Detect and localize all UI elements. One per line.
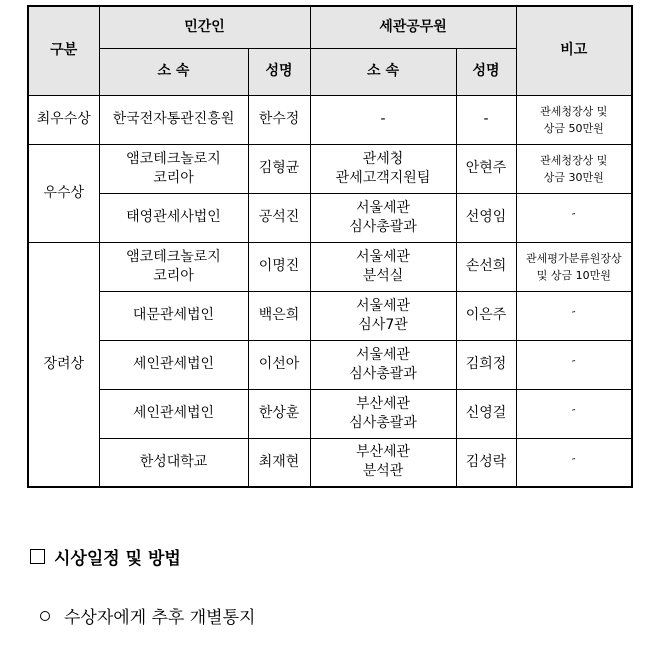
private-affiliation-cell: 한국전자통관진흥원	[99, 95, 248, 144]
header-customs: 세관공무원	[310, 6, 516, 48]
remarks-cell: ″	[516, 193, 632, 242]
awards-table	[27, 5, 633, 488]
customs-affiliation-cell: 부산세관 심사총괄과	[310, 389, 456, 438]
table-row	[28, 291, 632, 340]
customs-name-cell: 김희정	[456, 340, 516, 389]
remarks-cell: ″	[516, 389, 632, 438]
private-name-cell: 공석진	[248, 193, 310, 242]
table-row	[28, 340, 632, 389]
private-name-cell: 한수정	[248, 95, 310, 144]
private-affiliation-cell: 앰코테크놀로지 코리아	[99, 242, 248, 291]
private-affiliation-cell: 태영관세사법인	[99, 193, 248, 242]
category-cell: 최우수상	[28, 95, 99, 144]
private-affiliation-cell: 세인관세법인	[99, 340, 248, 389]
customs-name-cell: 이은주	[456, 291, 516, 340]
header-affiliation-private: 소 속	[99, 48, 248, 95]
remarks-cell: ″	[516, 438, 632, 487]
private-name-cell: 최재현	[248, 438, 310, 487]
table-row	[28, 144, 632, 193]
section-title: 시상일정 및 방법	[54, 549, 181, 569]
table-row	[28, 242, 632, 291]
private-name-cell: 이명진	[248, 242, 310, 291]
header-private: 민간인	[99, 6, 310, 48]
customs-affiliation-cell: 서울세관 분석실	[310, 242, 456, 291]
circle-bullet-icon	[40, 611, 50, 621]
private-name-cell: 이선아	[248, 340, 310, 389]
remarks-cell: ″	[516, 340, 632, 389]
customs-affiliation-cell: -	[310, 95, 456, 144]
customs-name-cell: -	[456, 95, 516, 144]
remarks-cell: ″	[516, 291, 632, 340]
customs-name-cell: 선영임	[456, 193, 516, 242]
customs-name-cell: 안현주	[456, 144, 516, 193]
header-remarks: 비고	[516, 6, 632, 95]
checkbox-icon	[30, 549, 45, 564]
private-affiliation-cell: 앰코테크놀로지 코리아	[99, 144, 248, 193]
private-affiliation-cell: 세인관세법인	[99, 389, 248, 438]
customs-affiliation-cell: 서울세관 심사총괄과	[310, 340, 456, 389]
private-name-cell: 백은희	[248, 291, 310, 340]
header-name-private: 성명	[248, 48, 310, 95]
customs-affiliation-cell: 부산세관 분석관	[310, 438, 456, 487]
section-heading	[30, 544, 181, 569]
private-affiliation-cell: 한성대학교	[99, 438, 248, 487]
remarks-cell: 관세청장상 및 상금 50만원	[516, 95, 632, 144]
table-row	[28, 193, 632, 242]
customs-affiliation-cell: 서울세관 심사7관	[310, 291, 456, 340]
table-row	[28, 95, 632, 144]
remarks-cell: 관세평가분류원장상 및 상금 10만원	[516, 242, 632, 291]
header-category: 구분	[28, 6, 99, 95]
remarks-cell: 관세청장상 및 상금 30만원	[516, 144, 632, 193]
private-name-cell: 김형균	[248, 144, 310, 193]
table-row	[28, 389, 632, 438]
customs-name-cell: 신영걸	[456, 389, 516, 438]
category-cell: 장려상	[28, 242, 99, 487]
private-name-cell: 한상훈	[248, 389, 310, 438]
bullet-item	[40, 603, 255, 628]
customs-name-cell: 김성락	[456, 438, 516, 487]
table-row	[28, 438, 632, 487]
header-affiliation-customs: 소 속	[310, 48, 456, 95]
customs-name-cell: 손선희	[456, 242, 516, 291]
header-name-customs: 성명	[456, 48, 516, 95]
bullet-text: 수상자에게 추후 개별통지	[64, 608, 256, 628]
private-affiliation-cell: 대문관세법인	[99, 291, 248, 340]
category-cell: 우수상	[28, 144, 99, 242]
customs-affiliation-cell: 관세청 관세고객지원팀	[310, 144, 456, 193]
customs-affiliation-cell: 서울세관 심사총괄과	[310, 193, 456, 242]
